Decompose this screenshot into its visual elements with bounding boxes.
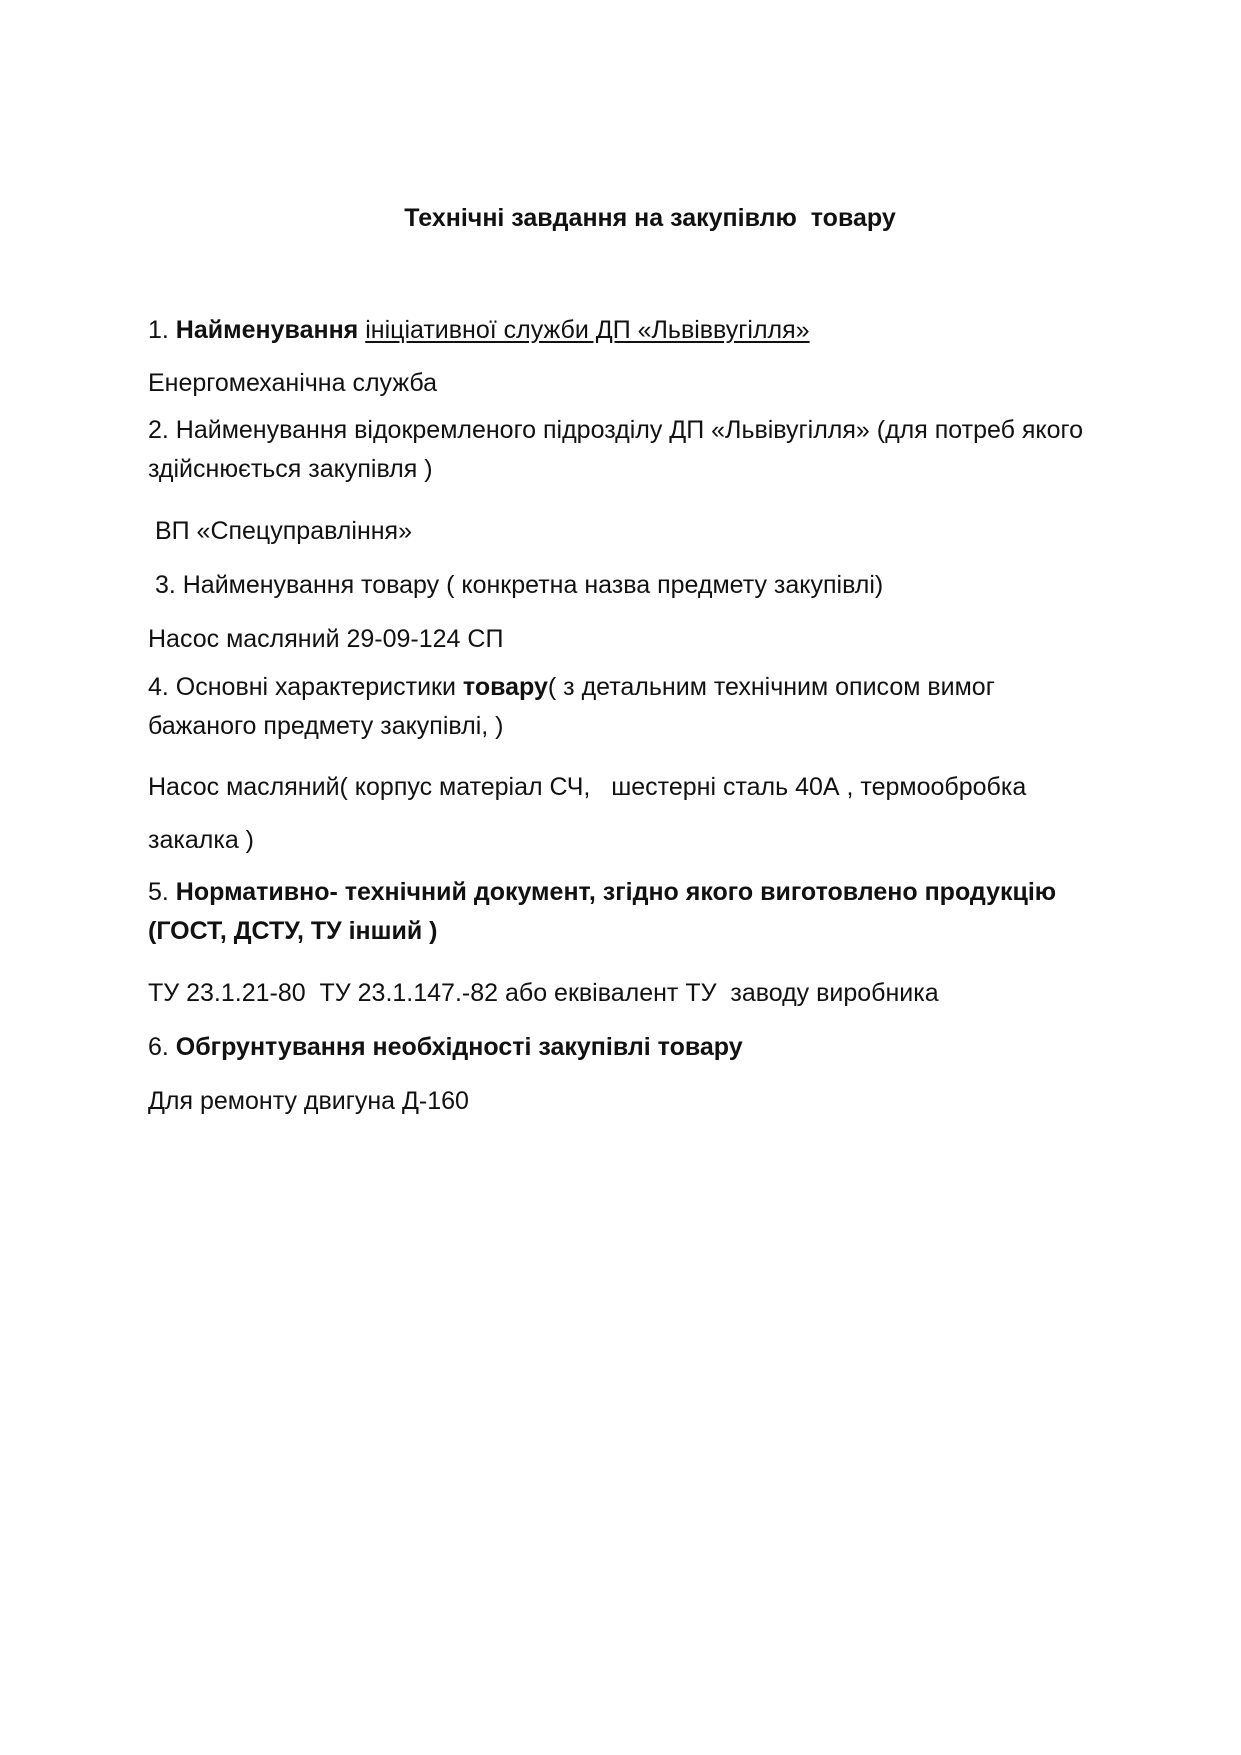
section-1-number: 1. [148, 316, 176, 344]
section-4-suffix: ( з детальним технічним описом вимог бажаного предмету закупівлі, ) [148, 673, 995, 740]
section-3-heading: 3. Найменування товару ( конкретна назва предмету закупівлі) [148, 571, 884, 599]
document-title: Технічні завдання на закупівлю товару [404, 204, 896, 232]
section-1-bold-label: Найменування [175, 316, 359, 344]
section-4-answer-line-2: закалка ) [148, 826, 255, 854]
section-1-underlined-label: ініціативної служби ДП «Львіввугілля» [365, 316, 810, 344]
section-4-bold-label: товару [462, 673, 548, 701]
section-2-heading: 2. Найменування відокремленого підрозділу ДП «Львівугілля» (для потреб якого здійснюється закупівля ) [148, 416, 1084, 483]
section-4-heading [148, 668, 1108, 746]
section-2-answer: ВП «Спецуправління» [148, 517, 413, 545]
section-4-answer-line-1: Насос масляний( корпус матеріал СЧ, шестерні сталь 40А , термообробка [148, 773, 1027, 801]
section-4-prefix: 4. Основні характеристики [148, 673, 463, 701]
section-5-bold-label: Нормативно- технічний документ, згідно якого виготовлено продукцію (ГОСТ, ДСТУ, ТУ інший ) [148, 878, 1057, 945]
section-5-answer: ТУ 23.1.21-80 ТУ 23.1.147.-82 або еквівалент ТУ заводу виробника [148, 979, 939, 1007]
section-6-number: 6. [148, 1033, 176, 1061]
section-5-number: 5. [148, 878, 176, 906]
section-6-heading [148, 1029, 743, 1065]
section-1-answer: Енергомеханічна служба [148, 369, 437, 397]
section-6-answer: Для ремонту двигуна Д-160 [148, 1087, 469, 1115]
section-6-bold-label: Обгрунтування необхідності закупівлі товару [175, 1033, 743, 1061]
section-5-heading [148, 873, 1108, 951]
section-1-heading [148, 312, 810, 348]
section-3-answer: Насос масляний 29-09-124 СП [148, 625, 504, 653]
